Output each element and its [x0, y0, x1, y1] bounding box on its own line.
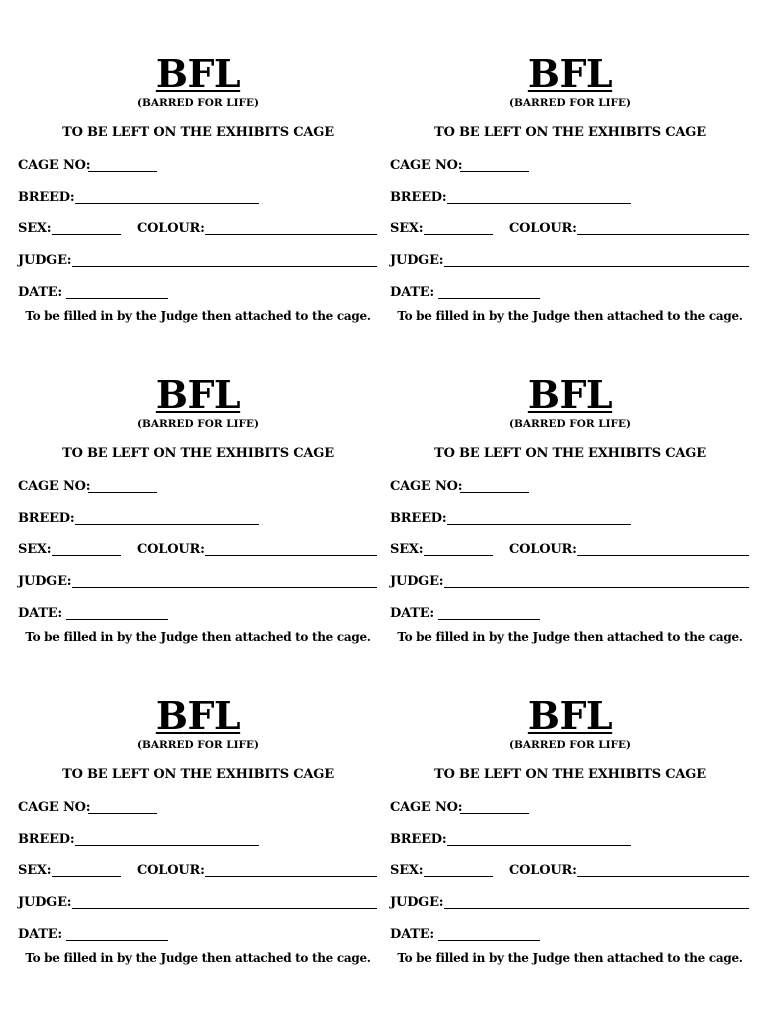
- cage-no-label: CAGE NO:: [390, 800, 463, 815]
- date-field[interactable]: [438, 940, 540, 941]
- date-field[interactable]: [66, 298, 168, 299]
- sex-colour-row: [18, 541, 378, 559]
- sex-label: SEX:: [390, 542, 424, 557]
- sex-field[interactable]: [52, 234, 121, 235]
- breed-label: BREED:: [390, 190, 447, 205]
- judge-label: JUDGE:: [18, 895, 72, 910]
- bfl-form-card: [390, 52, 750, 352]
- form-title: BFL: [527, 372, 613, 417]
- breed-row: [390, 831, 750, 849]
- colour-field[interactable]: [205, 234, 377, 235]
- form-instruction: TO BE LEFT ON THE EXHIBITS CAGE: [434, 446, 706, 461]
- cage-no-label: CAGE NO:: [18, 800, 91, 815]
- date-field[interactable]: [438, 619, 540, 620]
- judge-field[interactable]: [444, 266, 749, 267]
- form-subtitle: (BARRED FOR LIFE): [509, 418, 631, 430]
- cage-no-field[interactable]: [88, 813, 157, 814]
- cage-no-field[interactable]: [460, 813, 529, 814]
- judge-row: [18, 894, 378, 912]
- date-row: [18, 605, 378, 623]
- form-subtitle: (BARRED FOR LIFE): [137, 97, 259, 109]
- breed-row: [390, 189, 750, 207]
- date-row: [18, 284, 378, 302]
- cage-no-label: CAGE NO:: [18, 479, 91, 494]
- breed-field[interactable]: [75, 845, 259, 846]
- sex-colour-row: [390, 862, 750, 880]
- judge-label: JUDGE:: [18, 574, 72, 589]
- breed-label: BREED:: [18, 832, 75, 847]
- bfl-form-card: [18, 52, 378, 352]
- breed-field[interactable]: [75, 203, 259, 204]
- bfl-form-card: [18, 373, 378, 673]
- sex-colour-row: [390, 541, 750, 559]
- date-row: [390, 926, 750, 944]
- cage-no-row: [390, 157, 750, 175]
- judge-row: [18, 252, 378, 270]
- judge-row: [390, 252, 750, 270]
- cage-no-field[interactable]: [88, 492, 157, 493]
- date-label: DATE:: [390, 606, 435, 621]
- form-title: BFL: [155, 693, 241, 738]
- cage-no-row: [18, 478, 378, 496]
- cage-no-label: CAGE NO:: [390, 479, 463, 494]
- breed-field[interactable]: [447, 524, 631, 525]
- form-instruction: TO BE LEFT ON THE EXHIBITS CAGE: [62, 125, 334, 140]
- bfl-form-card: [390, 694, 750, 994]
- breed-row: [18, 831, 378, 849]
- bfl-form-card: [390, 373, 750, 673]
- colour-label: COLOUR:: [137, 221, 205, 236]
- sex-field[interactable]: [424, 234, 493, 235]
- sex-label: SEX:: [18, 542, 52, 557]
- form-subtitle: (BARRED FOR LIFE): [509, 97, 631, 109]
- colour-label: COLOUR:: [509, 863, 577, 878]
- colour-label: COLOUR:: [137, 863, 205, 878]
- date-field[interactable]: [66, 619, 168, 620]
- breed-row: [18, 189, 378, 207]
- breed-field[interactable]: [447, 203, 631, 204]
- date-field[interactable]: [438, 298, 540, 299]
- date-label: DATE:: [390, 285, 435, 300]
- breed-label: BREED:: [18, 190, 75, 205]
- colour-field[interactable]: [205, 876, 377, 877]
- sex-field[interactable]: [52, 555, 121, 556]
- date-label: DATE:: [390, 927, 435, 942]
- form-note: To be filled in by the Judge then attached to the cage.: [397, 951, 743, 965]
- form-note: To be filled in by the Judge then attached to the cage.: [397, 630, 743, 644]
- judge-row: [390, 894, 750, 912]
- breed-field[interactable]: [447, 845, 631, 846]
- sex-field[interactable]: [424, 555, 493, 556]
- form-instruction: TO BE LEFT ON THE EXHIBITS CAGE: [434, 767, 706, 782]
- sex-label: SEX:: [18, 221, 52, 236]
- date-row: [390, 284, 750, 302]
- breed-label: BREED:: [18, 511, 75, 526]
- form-title: BFL: [527, 693, 613, 738]
- date-label: DATE:: [18, 606, 63, 621]
- form-subtitle: (BARRED FOR LIFE): [137, 739, 259, 751]
- form-title: BFL: [527, 51, 613, 96]
- form-title: BFL: [155, 51, 241, 96]
- colour-field[interactable]: [577, 234, 749, 235]
- sex-colour-row: [18, 220, 378, 238]
- judge-field[interactable]: [444, 587, 749, 588]
- form-instruction: TO BE LEFT ON THE EXHIBITS CAGE: [62, 446, 334, 461]
- cage-no-row: [390, 799, 750, 817]
- colour-label: COLOUR:: [509, 221, 577, 236]
- colour-label: COLOUR:: [509, 542, 577, 557]
- judge-field[interactable]: [444, 908, 749, 909]
- judge-label: JUDGE:: [18, 253, 72, 268]
- judge-label: JUDGE:: [390, 253, 444, 268]
- form-subtitle: (BARRED FOR LIFE): [137, 418, 259, 430]
- form-note: To be filled in by the Judge then attached to the cage.: [25, 309, 371, 323]
- breed-field[interactable]: [75, 524, 259, 525]
- cage-no-label: CAGE NO:: [18, 158, 91, 173]
- colour-field[interactable]: [577, 876, 749, 877]
- colour-field[interactable]: [577, 555, 749, 556]
- breed-row: [18, 510, 378, 528]
- form-note: To be filled in by the Judge then attached to the cage.: [25, 951, 371, 965]
- form-instruction: TO BE LEFT ON THE EXHIBITS CAGE: [62, 767, 334, 782]
- sex-label: SEX:: [390, 863, 424, 878]
- date-row: [18, 926, 378, 944]
- colour-field[interactable]: [205, 555, 377, 556]
- form-note: To be filled in by the Judge then attached to the cage.: [25, 630, 371, 644]
- judge-row: [390, 573, 750, 591]
- breed-label: BREED:: [390, 511, 447, 526]
- sex-label: SEX:: [390, 221, 424, 236]
- bfl-form-card: [18, 694, 378, 994]
- form-instruction: TO BE LEFT ON THE EXHIBITS CAGE: [434, 125, 706, 140]
- form-note: To be filled in by the Judge then attached to the cage.: [397, 309, 743, 323]
- cage-no-field[interactable]: [460, 171, 529, 172]
- cage-no-row: [18, 799, 378, 817]
- cage-no-label: CAGE NO:: [390, 158, 463, 173]
- date-label: DATE:: [18, 927, 63, 942]
- sex-field[interactable]: [424, 876, 493, 877]
- date-label: DATE:: [18, 285, 63, 300]
- judge-label: JUDGE:: [390, 895, 444, 910]
- judge-label: JUDGE:: [390, 574, 444, 589]
- cage-no-row: [18, 157, 378, 175]
- date-field[interactable]: [66, 940, 168, 941]
- date-row: [390, 605, 750, 623]
- sex-label: SEX:: [18, 863, 52, 878]
- breed-label: BREED:: [390, 832, 447, 847]
- form-subtitle: (BARRED FOR LIFE): [509, 739, 631, 751]
- form-title: BFL: [155, 372, 241, 417]
- sex-field[interactable]: [52, 876, 121, 877]
- sex-colour-row: [390, 220, 750, 238]
- sex-colour-row: [18, 862, 378, 880]
- cage-no-field[interactable]: [460, 492, 529, 493]
- cage-no-field[interactable]: [88, 171, 157, 172]
- judge-field[interactable]: [72, 587, 377, 588]
- judge-field[interactable]: [72, 266, 377, 267]
- cage-no-row: [390, 478, 750, 496]
- judge-row: [18, 573, 378, 591]
- colour-label: COLOUR:: [137, 542, 205, 557]
- judge-field[interactable]: [72, 908, 377, 909]
- breed-row: [390, 510, 750, 528]
